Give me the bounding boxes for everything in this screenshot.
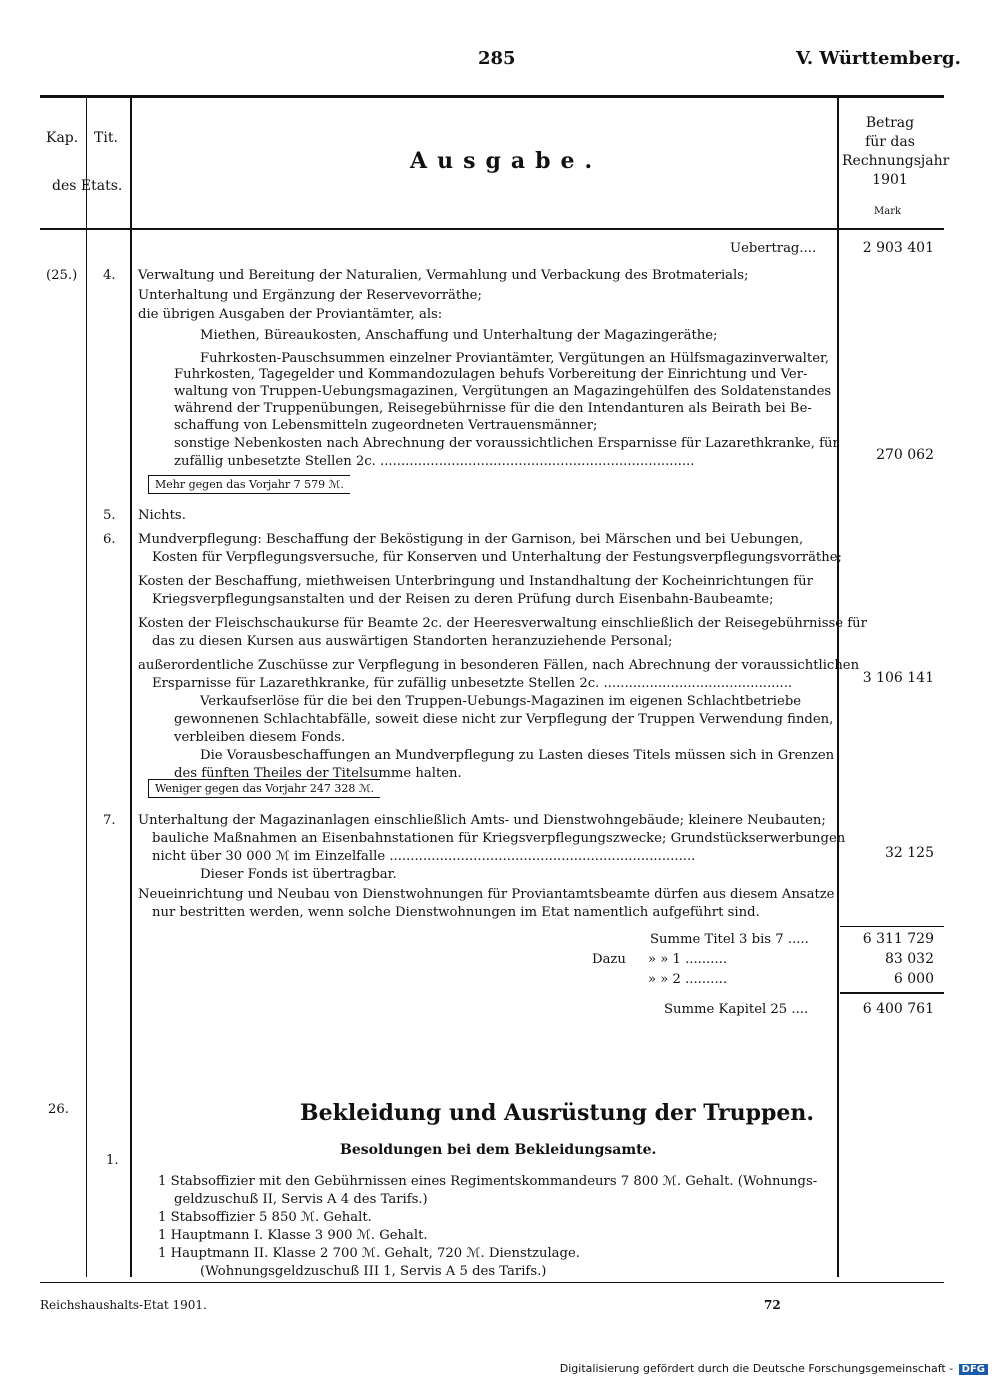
text-line: Ersparnisse für Lazarethkranke, für zufällig unbesetzte Stellen 2c. ............................................. <box>152 676 793 691</box>
summe-kapitel-label: Summe Kapitel 25 .... <box>664 1002 809 1017</box>
text-line: Mundverpflegung: Beschaffung der Beköstigung in der Garnison, bei Märschen und bei Uebungen, <box>138 532 804 547</box>
text-line: nicht über 30 000 ℳ im Einzelfalle ......................................................................... <box>152 849 696 864</box>
titel-4-value: 270 062 <box>876 447 934 463</box>
text-line: Unterhaltung der Magazinanlagen einschließlich Amts- und Dienstwohngebäude; kleinere Neubauten; <box>138 813 826 828</box>
dfg-logo: DFG <box>959 1364 988 1375</box>
dazu-1-value: 83 032 <box>885 951 934 967</box>
table-title: Ausgabe. <box>410 148 603 174</box>
col-head-des-etats: des Etats. <box>52 178 123 194</box>
text-line: Kosten der Beschaffung, miethweisen Unterbringung und Instandhaltung der Kocheinrichtungen für <box>138 574 813 589</box>
col-head-kap: Kap. <box>46 130 79 146</box>
betrag-line: für das <box>865 134 915 150</box>
text-line: Neueinrichtung und Neubau von Dienstwohnungen für Proviantamtsbeamte dürfen aus diesem Ansatze <box>138 887 835 902</box>
titel-7-value: 32 125 <box>885 845 934 861</box>
col-head-tit: Tit. <box>94 130 118 146</box>
chapter-heading: Bekleidung und Ausrüstung der Truppen. <box>300 1100 815 1126</box>
titel-5-text: Nichts. <box>138 508 186 523</box>
sub-heading: Besoldungen bei dem Bekleidungsamte. <box>340 1142 657 1158</box>
uebertrag-label: Uebertrag.... <box>730 241 817 256</box>
dazu-2-value: 6 000 <box>893 971 934 987</box>
text-line: während der Truppenübungen, Reisegebührnisse für die den Intendanturen als Beirath bei Be- <box>174 401 812 416</box>
titel-6-value: 3 106 141 <box>862 670 934 686</box>
text-line: zufällig unbesetzte Stellen 2c. ........................................................................... <box>174 454 695 469</box>
table-header-rule <box>40 228 944 230</box>
table-top-rule <box>40 95 944 98</box>
text-line: Verkaufserlöse für die bei den Truppen-Uebungs-Magazinen im eigenen Schlachtbetriebe <box>200 694 802 709</box>
tit-number: 6. <box>103 532 116 547</box>
change-note: Mehr gegen das Vorjahr 7 579 ℳ. <box>148 475 350 494</box>
text-line: bauliche Maßnahmen an Eisenbahnstationen für Kriegsverpflegungszwecke; Grundstückserwerbungen <box>152 831 846 846</box>
col-rule-tit <box>130 97 132 1277</box>
text-line: geldzuschuß II, Servis A 4 des Tarifs.) <box>174 1192 428 1207</box>
footer-source: Reichshaushalts-Etat 1901. <box>40 1298 207 1312</box>
text-line: gewonnenen Schlachtabfälle, soweit diese nicht zur Verpflegung der Truppen Verwendung finden, <box>174 712 834 727</box>
dazu-label: Dazu <box>592 952 626 967</box>
section-title: V. Württemberg. <box>796 48 961 69</box>
text-line: das zu diesen Kursen aus auswärtigen Standorten heranzuziehende Personal; <box>152 634 673 649</box>
dazu-1-label: » » 1 .......... <box>648 952 728 967</box>
text-line: (Wohnungsgeldzuschuß III 1, Servis A 5 des Tarifs.) <box>200 1264 547 1279</box>
text-line: 1 Hauptmann I. Klasse 3 900 ℳ. Gehalt. <box>158 1228 428 1243</box>
text-line: Dieser Fonds ist übertragbar. <box>200 867 397 882</box>
text-line: verbleiben diesem Fonds. <box>174 730 346 745</box>
text-line: Miethen, Büreaukosten, Anschaffung und Unterhaltung der Magazingeräthe; <box>200 328 718 343</box>
text-line: Kosten für Verpflegungsversuche, für Konserven und Unterhaltung der Festungsverpflegungsvorräthe; <box>152 550 842 565</box>
col-rule-kap <box>86 97 87 1277</box>
text-line: nur bestritten werden, wenn solche Dienstwohnungen im Etat namentlich aufgeführt sind. <box>152 905 760 920</box>
tit-number: 1. <box>106 1153 119 1168</box>
text-line: Kriegsverpflegungsanstalten und der Reisen zu deren Prüfung durch Eisenbahn-Baubeamte; <box>152 592 774 607</box>
table-bottom-rule <box>40 1282 944 1283</box>
tit-number: 7. <box>103 813 116 828</box>
dfg-credit <box>560 1362 988 1375</box>
sum-rule <box>840 926 944 927</box>
text-line: sonstige Nebenkosten nach Abrechnung der voraussichtlichen Ersparnisse für Lazarethkranke, für <box>174 436 839 451</box>
footer-page: 72 <box>764 1298 781 1312</box>
kap-number: 26. <box>48 1102 69 1117</box>
tit-number: 4. <box>103 268 116 283</box>
dazu-2-label: » » 2 .......... <box>648 972 728 987</box>
page-number: 285 <box>478 48 516 69</box>
tit-number: 5. <box>103 508 116 523</box>
change-note: Weniger gegen das Vorjahr 247 328 ℳ. <box>148 779 380 798</box>
text-line: waltung von Truppen-Uebungsmagazinen, Vergütungen an Magazingehülfen des Soldatenstandes <box>174 384 832 399</box>
text-line: Unterhaltung und Ergänzung der Reservevorräthe; <box>138 288 482 303</box>
dfg-text: Digitalisierung gefördert durch die Deutsche Forschungsgemeinschaft - <box>559 1362 954 1375</box>
col-rule-betrag <box>837 97 839 1277</box>
text-line: Verwaltung und Bereitung der Naturalien, Vermahlung und Verbackung des Brotmaterials; <box>138 268 749 283</box>
summe-titel-value: 6 311 729 <box>862 931 934 947</box>
unit-label: Mark <box>874 206 902 217</box>
text-line: Die Vorausbeschaffungen an Mundverpflegung zu Lasten dieses Titels müssen sich in Grenzen <box>200 748 835 763</box>
text-line: des fünften Theiles der Titelsumme halten. <box>174 766 462 781</box>
text-line: 1 Stabsoffizier 5 850 ℳ. Gehalt. <box>158 1210 372 1225</box>
uebertrag-value: 2 903 401 <box>862 240 934 256</box>
kap-number: (25.) <box>46 268 78 283</box>
betrag-line: Rechnungsjahr <box>842 153 950 169</box>
text-line: Kosten der Fleischschaukurse für Beamte 2c. der Heeresverwaltung einschließlich der Reisegebührnisse für <box>138 616 867 631</box>
text-line: Fuhrkosten, Tagegelder und Kommandozulagen behufs Vorbereitung der Einrichtung und Ver- <box>174 367 808 382</box>
summe-kapitel-value: 6 400 761 <box>862 1001 934 1017</box>
text-line: außerordentliche Zuschüsse zur Verpflegung in besonderen Fällen, nach Abrechnung der voraussichtlichen <box>138 658 860 673</box>
text-line: 1 Stabsoffizier mit den Gebührnissen eines Regimentskommandeurs 7 800 ℳ. Gehalt. (Wohnungs- <box>158 1174 818 1189</box>
text-line: schaffung von Lebensmitteln zugeordneten Vertrauensmänner; <box>174 418 598 433</box>
betrag-line: 1901 <box>872 172 908 188</box>
sum-rule <box>840 992 944 994</box>
betrag-line: Betrag <box>865 115 915 131</box>
text-line: Fuhrkosten-Pauschsummen einzelner Proviantämter, Vergütungen an Hülfsmagazinverwalter, <box>200 351 830 366</box>
summe-titel-label: Summe Titel 3 bis 7 ..... <box>650 932 809 947</box>
text-line: 1 Hauptmann II. Klasse 2 700 ℳ. Gehalt, 720 ℳ. Dienstzulage. <box>158 1246 580 1261</box>
text-line: die übrigen Ausgaben der Proviantämter, als: <box>138 307 443 322</box>
col-head-betrag <box>842 114 950 190</box>
